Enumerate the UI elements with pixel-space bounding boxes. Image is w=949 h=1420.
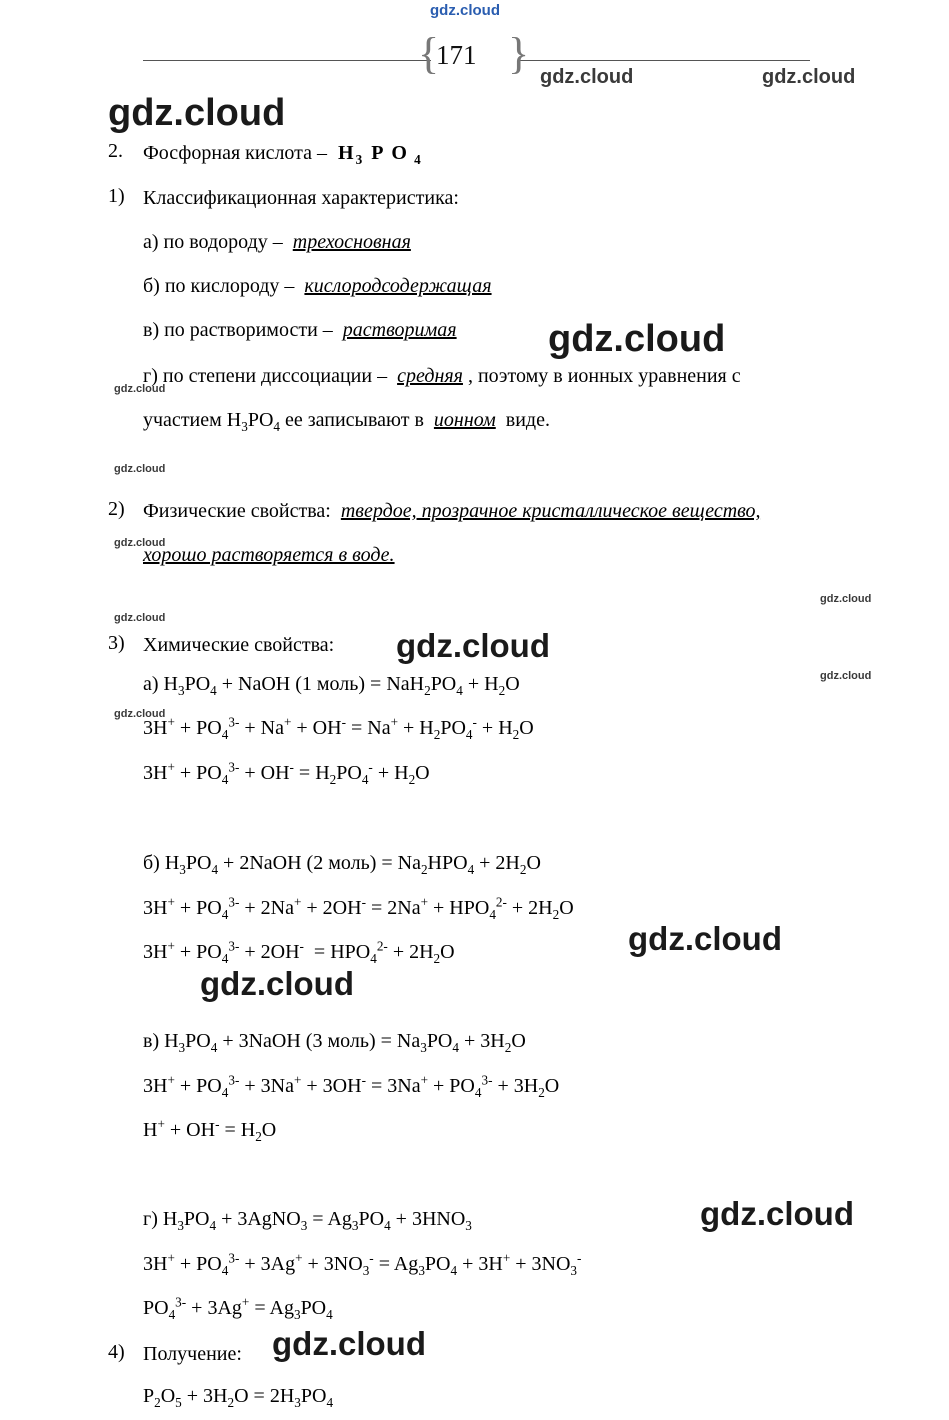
watermark: gdz.cloud [548, 318, 726, 360]
equation-b-short: $3H^+ + PO_4^{3-} + 2OH^- = HPO_4^{2-} + 2H_2O$ [143, 938, 455, 966]
equation-a-full: $3H^+ + PO_4^{3-} + Na^+ + OH^- = Na^+ + H_2PO_4^- + H_2O$ [143, 714, 534, 742]
watermark: gdz.cloud [540, 66, 634, 88]
item1-b [143, 273, 492, 299]
equation-b-full: $3H^+ + PO_4^{3-} + 2Na^+ + 2OH^- = 2Na^+ + HPO_4^{2-} + 2H_2O$ [143, 894, 574, 922]
item1-a-label: а) по водороду – [143, 231, 283, 253]
page-number-brace-right: } [508, 29, 530, 78]
item2-label: Физические свойства: [143, 500, 331, 522]
watermark: gdz.cloud [272, 1325, 426, 1362]
item1-a [143, 229, 411, 255]
item1-g-line2-pre: участием $H_3PO_4$ ее записывают в [143, 409, 424, 434]
equation-v-title: в) $H_3PO_4$ + 3NaOH (3 моль) = $Na_3PO_4 + 3H_2O$ [143, 1030, 526, 1055]
equation-g-full: $3H^+ + PO_4^{3-} + 3Ag^+ + 3NO_3^- = Ag_3PO_4 + 3H^+ + 3NO_3^-$ [143, 1250, 582, 1278]
item1-g-label: г) по степени диссоциации – [143, 365, 388, 387]
item1-b-value: кислородсодержащая [304, 275, 492, 297]
watermark: gdz.cloud [628, 920, 782, 957]
header-rule-right [520, 60, 810, 61]
watermark: gdz.cloud [114, 537, 166, 549]
page-number-brace-left: { [418, 29, 440, 78]
equation-a-short: $3H^+ + PO_4^{3-} + OH^- = H_2PO_4^- + H_2O$ [143, 759, 430, 787]
watermark: gdz.cloud [108, 92, 286, 134]
item1-g [143, 363, 741, 389]
watermark: gdz.cloud [820, 670, 872, 682]
item1-a-value: трехосновная [292, 231, 411, 253]
watermark: gdz.cloud [396, 627, 550, 664]
item1-b-label: б) по кислороду – [143, 275, 295, 297]
item2-value-line1: твердое, прозрачное кристаллическое вещество, [340, 500, 761, 522]
equation-v-short: $H^+ + OH^- = H_2O$ [143, 1116, 277, 1144]
equation-b-title: б) $H_3PO_4$ + 2NaOH (2 моль) = $Na_2HPO_4 + 2H_2O$ [143, 852, 541, 877]
page-number: 171 [436, 40, 477, 70]
item1-g-line2 [143, 407, 550, 433]
watermark: gdz.cloud [114, 708, 166, 720]
watermark: gdz.cloud [700, 1195, 854, 1232]
equation-a-title: а) $H_3PO_4$ + NaOH (1 моль) = $NaH_2PO_4 + H_2O$ [143, 673, 520, 698]
task-title-text: Фосфорная кислота – [143, 142, 328, 164]
item4-number: 4) [108, 1341, 125, 1363]
item1-v [143, 317, 457, 343]
watermark: gdz.cloud [820, 593, 872, 605]
item1-g-tail: , поэтому в ионных уравнения с [467, 365, 741, 387]
watermark: gdz.cloud [114, 463, 166, 475]
item1-g-line2-tail: виде. [505, 409, 550, 431]
equation-v-full: $3H^+ + PO_4^{3-} + 3Na^+ + 3OH^- = 3Na^+ + PO_4^{3-} + 3H_2O$ [143, 1072, 560, 1100]
item1-number: 1) [108, 185, 125, 207]
item2-number: 2) [108, 498, 125, 520]
item3-label: Химические свойства: [143, 634, 335, 656]
task-formula: $H_3$ P O $_4$ [338, 142, 423, 167]
item1-g-value: средняя [397, 365, 463, 387]
task-number: 2. [108, 140, 123, 162]
item2 [143, 498, 761, 524]
item1-v-value: растворимая [342, 319, 457, 341]
header-rule-left [143, 60, 431, 61]
item3-number: 3) [108, 632, 125, 654]
watermark: gdz.cloud [762, 66, 856, 88]
item4-label: Получение: [143, 1343, 242, 1365]
watermark: gdz.cloud [430, 2, 500, 19]
item1-title: Классификационная характеристика: [143, 187, 459, 209]
equation-g-short: $PO_4^{3-} + 3Ag^+ = Ag_3PO_4$ [143, 1294, 333, 1322]
watermark: gdz.cloud [200, 965, 354, 1002]
watermark: gdz.cloud [114, 383, 166, 395]
item1-v-label: в) по растворимости – [143, 319, 333, 341]
item2-value-line2: хорошо растворяется в воде. [143, 544, 395, 566]
equation-g-title: г) $H_3PO_4$ + 3AgNO$_3$ = $Ag_3PO_4 + 3HNO_3$ [143, 1208, 472, 1233]
task-title [143, 140, 423, 166]
item1-g-line2-value: ионном [433, 409, 496, 431]
equation-preparation: $P_2O_5 + 3H_2O = 2H_3PO_4$ [143, 1385, 334, 1410]
watermark: gdz.cloud [114, 612, 166, 624]
